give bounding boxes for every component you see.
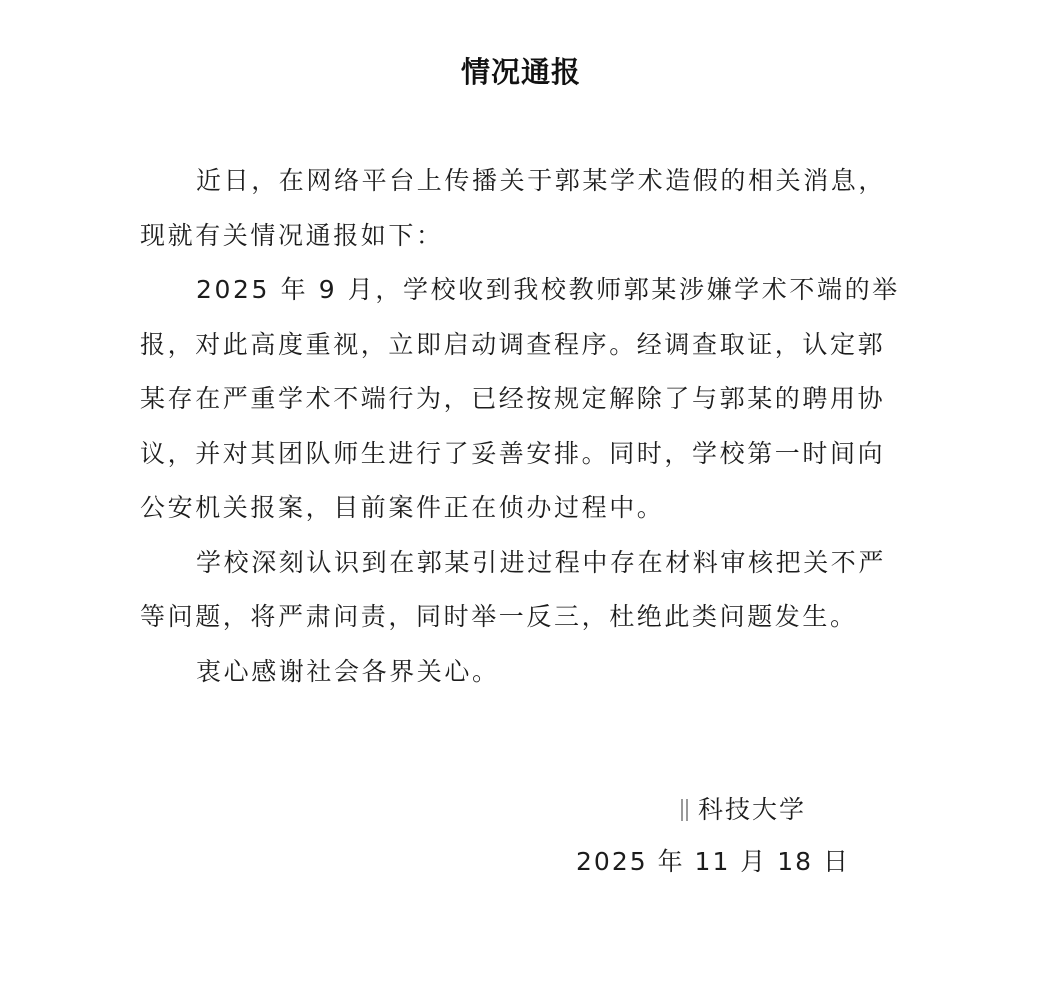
signature-name: 科技大学: [697, 795, 806, 824]
redaction-mark-icon: [681, 799, 688, 821]
signature-block: [681, 790, 806, 826]
paragraph-accountability: 学校深刻认识到在郭某引进过程中存在材料审核把关不严等问题，将严肃问责，同时举一反三，杜绝此类问题发生。: [140, 547, 887, 631]
paragraph-investigation: 2025 年 9 月，学校收到我校教师郭某涉嫌学术不端的举报，对此高度重视，立即启动调查程序。经调查取证，认定郭某存在严重学术不端行为，已经按规定解除了与郭某的聘用协议，并对其团队师生进行了妥善安排。同时，学校第一时间向公安机关报案，目前案件正在侦办过程中。: [140, 275, 900, 522]
notice-date: 2025 年 11 月 18 日: [576, 847, 850, 876]
notice-title: 情况通报: [460, 55, 581, 89]
notice-body: [140, 154, 910, 699]
paragraph-intro: 近日，在网络平台上传播关于郭某学术造假的相关消息，现就有关情况通报如下：: [140, 166, 887, 250]
paragraph-thanks: 衷心感谢社会各界关心。: [196, 656, 500, 686]
